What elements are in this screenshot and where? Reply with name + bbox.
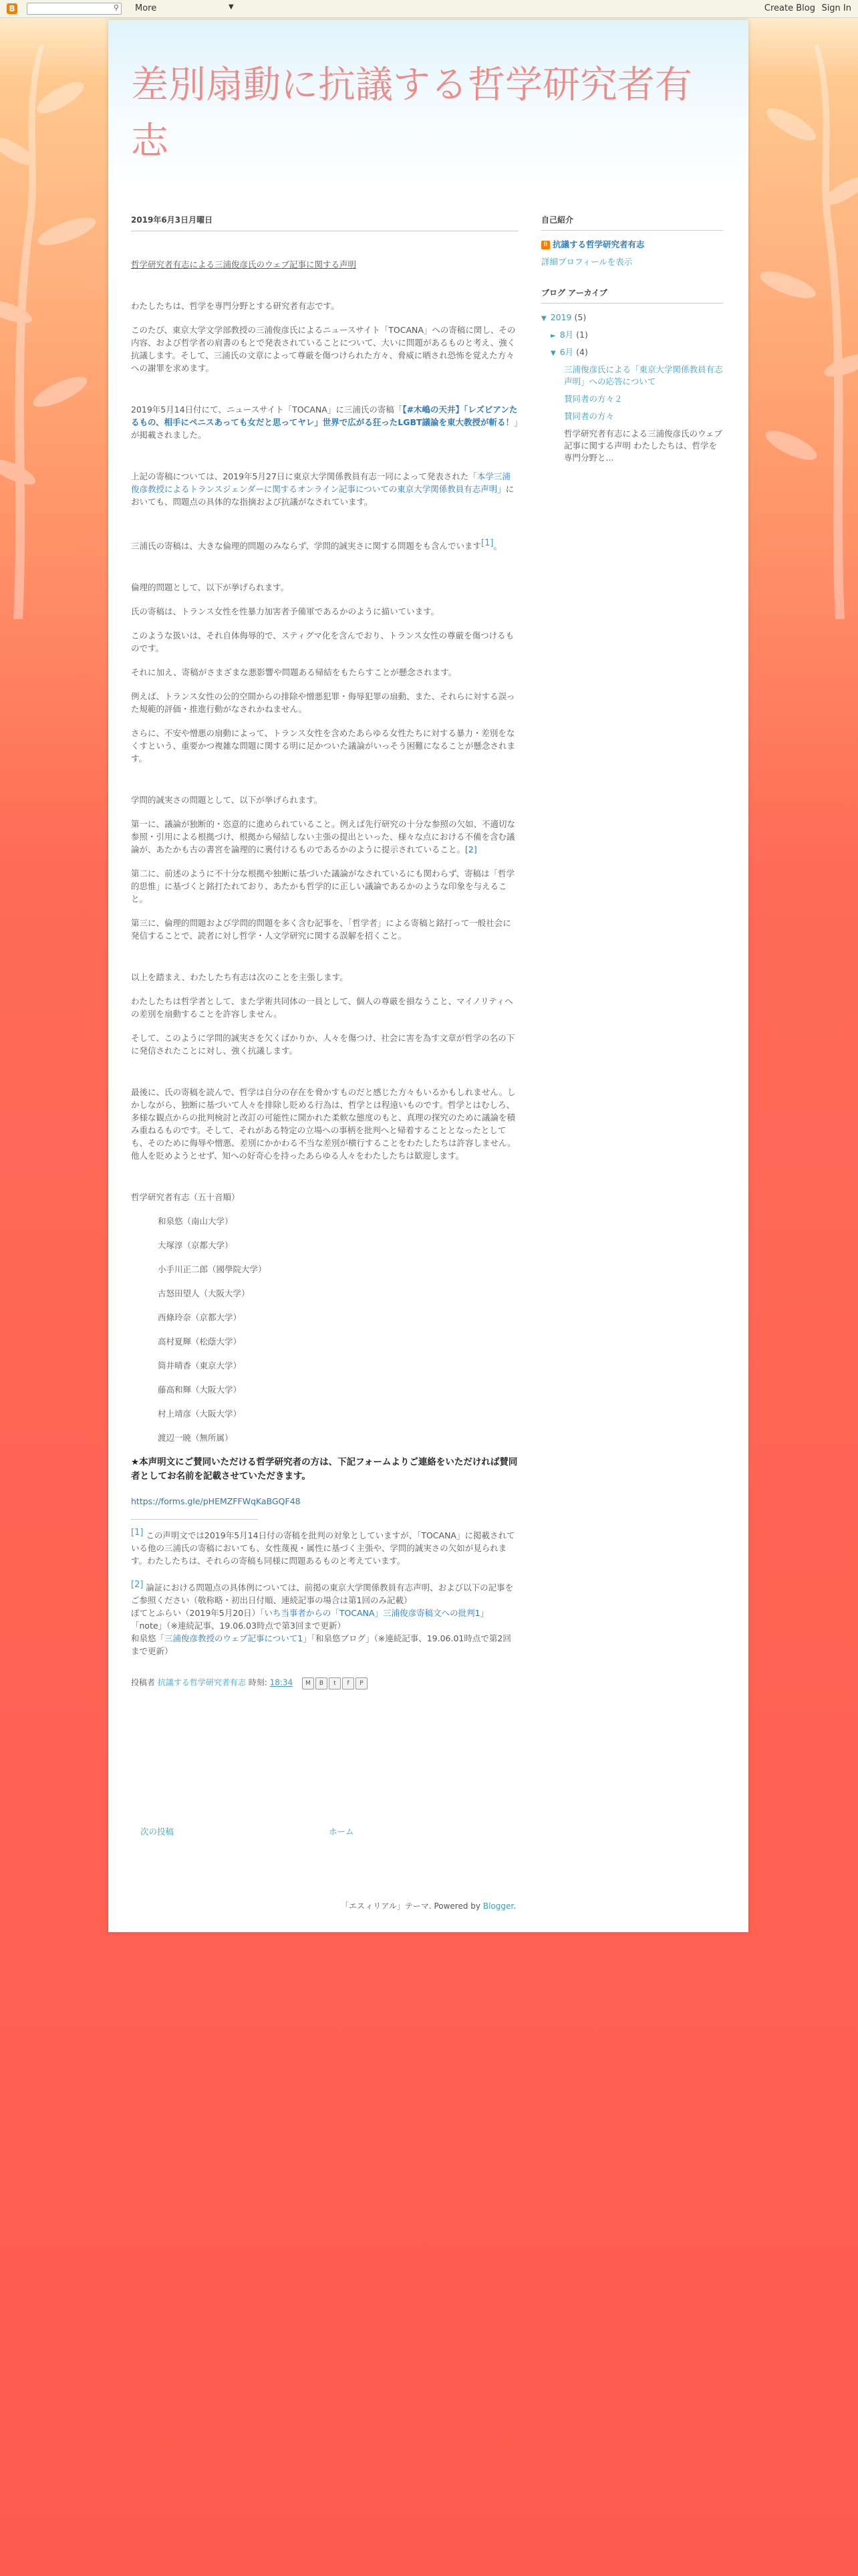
archive-post-link[interactable]: 賛同者の方々 [564,411,615,421]
post-paragraph: そして、このように学問的誠実さを欠くばかりか、人々を傷つけ、社会に害を為す文章が哲学の名の下に発信されたことに対し、強く抗議します。 [131,1033,515,1056]
post-date: 2019年6月3日月曜日 [131,214,519,231]
post-paragraph: このたび、東京大学文学部教授の三浦俊彦氏によるニュースサイト「TOCANA」への寄稿に関し、その内容、および哲学者の肩書のもとで発表されていることについて、大いに問題があるものと考え、強く抗議します。そして、三浦氏の文章によって尊厳を傷つけられた方々、脅威に晒され恐怖を覚えた方々への謝罪を求めます。 [131,325,516,373]
support-note: ★本声明文にご賛同いただける哲学研究者の方は、下記フォームよりご連絡をいただければ賛同者としてお名前を記載させていただきます。 [131,1457,518,1482]
footnote-2: [2] 論証における問題点の具体例については、前掲の東京大学関係教員有志声明、および以下の記事をご参照ください（敬称略・初出日付順、連続記事の場合は第1回のみ記載） ぽてとふらい（2019年5月20日）「いち当事者からの「TOCANA」三浦俊彦寄稿文への批判1」 「note」（※連続記事、19.06.03時点で第3回まで更新） 和泉悠「三浦俊彦教授のウェブ記事について1」「和泉悠ブログ」（※連続記事、19.06.01時点で第2回まで更新） [131,1580,514,1657]
signers-title: 哲学研究者有志（五十音順） [131,1192,240,1203]
footnote-1-ref[interactable]: [1] [481,538,494,548]
signer: 渡辺一暁（無所属） [158,1433,233,1443]
twitter-share-icon[interactable]: t [329,1677,341,1689]
footer-attribution: 「エスィリアル」テーマ. Powered by Blogger. [340,1901,517,1911]
post-paragraph: 2019年5月14日付にて、ニュースサイト「TOCANA」に三浦氏の寄稿「【#木嶋の天井】「レズビアンたるもの、相手にペニスあっても女だと思ってヤレ」世界で広がる狂ったLGBT議論を東大教授が斬る！」が掲載されました。 [131,404,519,440]
signer: 小手川正二郎（國學院大学） [158,1264,267,1275]
collapse-triangle-icon[interactable]: ► [551,332,556,340]
more-menu-label[interactable]: More [135,3,157,13]
archive-post-link[interactable]: 哲学研究者有志による三浦俊彦氏のウェブ記事に関する声明 わたしたちは、哲学を専門分野と... [564,429,723,463]
post-author-link[interactable]: 抗議する哲学研究者有志 [157,1677,246,1687]
signer: 藤高和輝（大阪大学） [158,1385,242,1395]
potatofry-note-link[interactable]: いち当事者からの「TOCANA」三浦俊彦寄稿文への批判1 [264,1608,480,1619]
share-buttons [302,1676,369,1689]
archive-month-aug-link[interactable]: 8月 [559,330,574,340]
blog-title[interactable]: 差別扇動に抗議する哲学研究者有志 [131,64,692,163]
post-paragraph: 学問的誠実さの問題として、以下が挙げられます。 [131,795,323,806]
blogger-profile-icon: B [541,241,550,249]
archive-title: ブログ アーカイブ [541,287,723,304]
create-blog-link[interactable]: Create Blog [764,3,815,13]
search-icon[interactable]: ⚲ [113,3,119,12]
profile-widget [541,214,723,268]
post-paragraph: それに加え、寄稿がさまざまな悪影響や問題ある帰結をもたらすことが懸念されます。 [131,667,457,678]
pinterest-share-icon[interactable]: P [355,1677,368,1689]
blogger-link[interactable]: Blogger [482,1901,514,1911]
signer: 筒井晴香（東京大学） [158,1361,242,1371]
archive-post-link[interactable]: 賛同者の方々２ [564,394,623,404]
signer: 和泉悠（南山大学） [158,1216,233,1227]
blogger-logo-icon[interactable]: B [7,3,17,14]
signer: 村上靖彦（大阪大学） [158,1409,242,1419]
signer: 古怒田望人（大阪大学） [158,1288,250,1299]
signer: 高村夏輝（松蔭大学） [158,1336,242,1347]
sign-in-link[interactable]: Sign In [821,3,851,13]
signer: 大塚淳（京都大学） [158,1240,233,1251]
post-paragraph: さらに、不安や憎悪の扇動によって、トランス女性を含めたあらゆる女性たちに対する暴力・差別をなくすという、重要かつ複雑な問題に関する明に足かついた議論がいっそう困難になることが懸念されます。 [131,728,516,764]
home-link[interactable]: ホーム [329,1827,354,1837]
post-paragraph: 氏の寄稿は、トランス女性を性暴力加害者予備軍であるかのように描いています。 [131,606,440,617]
footnote-2-anchor[interactable]: [2] [131,1580,144,1591]
post-timestamp-link[interactable]: 18:34 [269,1677,293,1687]
post-paragraph: わたしたちは哲学者として、また学術共同体の一員として、個人の尊厳を損なうこと、マイノリティへの差別を扇動することを許容しません。 [131,996,513,1020]
profile-title: 自己紹介 [541,214,723,231]
post-paragraph: このような扱いは、それ自体侮辱的で、スティグマ化を含んでおり、トランス女性の尊厳を傷つけるものです。 [131,630,515,654]
signer: 西條玲奈（京都大学） [158,1312,242,1323]
search-input[interactable] [27,3,122,15]
profile-name-link[interactable]: 抗議する哲学研究者有志 [553,239,645,249]
post-paragraph: わたしたちは、哲学を専門分野とする研究者有志です。 [131,301,339,311]
footnote-divider [131,1519,258,1520]
post-paragraph: 最後に、氏の寄稿を読んで、哲学は自分の存在を脅かすものだと感じた方々もいるかもしれません。しかしながら、独断に基づいて人々を排除し貶める行為は、哲学とは程遠いものです。哲学とはむしろ、多様な観点からの批判検討と改訂の可能性に開かれた柔軟な態度のもと、真理の探究のために議論を積み重ねるものです。そして、それがある特定の立場への事柄を批判へと帰着することとなったとしても、そのために侮辱や憎悪、差別にかかわる不当な差別が横行することをわたしたちは許容しません。他人を貶めようとせず、知への好奇心を持ったあらゆる人々をわたしたちは歓迎します。 [131,1087,516,1161]
expand-triangle-icon[interactable]: ▼ [551,350,556,357]
blog-container [108,20,748,1932]
post-paragraph: 上記の寄稿については、2019年5月27日に東京大学関係教員有志一同によって発表された「本学三浦俊彦教授によるトランスジェンダーに関するオンライン記事についての東京大学関係教員有志声明」においても、問題点の具体的な指摘および抗議がなされています。 [131,471,515,507]
footnote-2-ref[interactable]: [2] [465,844,477,855]
email-share-icon[interactable]: M [302,1677,314,1689]
utokyo-statement-link[interactable]: 本学三浦俊彦教授によるトランスジェンダーに関するオンライン記事についての東京大学関係教員有志声明 [131,471,511,494]
post-paragraph: 倫理的問題として、以下が挙げられます。 [131,582,289,593]
post-heading-link[interactable]: 哲学研究者有志による三浦俊彦氏のウェブ記事に関する声明 [131,259,357,269]
chevron-down-icon[interactable]: ▼ [229,3,234,11]
tocana-article-link[interactable]: 【#木嶋の天井】「レズビアンたるもの、相手にペニスあっても女だと思ってヤレ」世界で広がる狂ったLGBT議論を東大教授が斬る！ [131,404,518,427]
signup-form-link[interactable]: https://forms.gle/pHEMZFFWqKaBGQF48 [131,1496,301,1507]
blog-share-icon[interactable]: B [315,1677,327,1689]
signers-list [131,1215,519,1444]
decorative-bird-illustration [751,17,858,619]
post-paragraph: 以上を踏まえ、わたしたち有志は次のことを主張します。 [131,972,348,983]
archive-widget: ブログ アーカイブ ▼ 2019 (5) ► 8月 (1) ▼ 6月 (4) 三浦俊彦氏による「東京大学関係教員有志声明」への応答について 賛同者の方々２ 賛同者の方々 哲学研究者有志による三浦俊彦氏のウェブ記事に関する声明 わたしたちは、哲学を専門分野と... [541,288,723,463]
older-post-link[interactable]: 次の投稿 [140,1827,174,1837]
post-paragraph: 第一に、議論が独断的・恣意的に進められていること。例えば先行研究の十分な参照の欠如、不適切な参照・引用による根拠づけ、根拠から帰結しない主張の提出といった、様々な点における不備を含む議論が、あたかも古の書宮を論理的に裏付けるものであるかのように提示されていること。[2] [131,819,516,855]
post-column [131,214,519,1837]
izumi-blog-link[interactable]: 三浦俊彦教授のウェブ記事について1 [164,1633,303,1644]
expand-triangle-icon[interactable]: ▼ [541,315,547,322]
decorative-plant-illustration [0,17,107,619]
footnote-1-anchor[interactable]: [1] [131,1528,144,1538]
post-paragraph: 第二に、前述のように不十分な根拠や独断に基づいた議論がなされているにも関わらず、寄稿は「哲学的思惟」に基づくと銘打たれており、あたかも哲学的に正しい議論であるかのような印象を与えること。 [131,868,515,905]
blogger-navbar [0,0,858,18]
archive-year-link[interactable]: 2019 [550,312,572,322]
footnote-1: [1] この声明文では2019年5月14日付の寄稿を批判の対象としていますが、「TOCANA」に掲載されている他の三浦氏の寄稿においても、女性蔑視・属性に基づく主張や、学問的誠実さの欠如が見られます。わたしたちは、それらの寄稿も同様に問題あるものと考えています。 [131,1528,515,1566]
view-profile-link[interactable]: 詳細プロフィールを表示 [541,257,633,267]
archive-post-link[interactable]: 三浦俊彦氏による「東京大学関係教員有志声明」への応答について [564,364,723,386]
post-paragraph: 三浦氏の寄稿は、大きな倫理的問題のみならず、学問的誠実さに関する問題をも含んでいます[1]。 [131,538,502,552]
post-paragraph: 例えば、トランス女性の公的空間からの排除や憎悪犯罪・侮辱犯罪の扇動、また、それらに対する誤った規範的評価・推進行動がなされかねません。 [131,691,515,715]
sidebar [541,214,723,483]
archive-month-jun-link[interactable]: 6月 [559,347,574,357]
post-footer: 投稿者 抗議する哲学研究者有志 時刻: 18:34 M B t f P [131,1676,519,1689]
post-paragraph: 第三に、倫理的問題および学問的問題を多く含む記事を、「哲学者」による寄稿と銘打って一般社会に発信することで、読者に対し哲学・人文学研究に関する誤解を招くこと。 [131,918,511,941]
facebook-share-icon[interactable]: f [342,1677,354,1689]
